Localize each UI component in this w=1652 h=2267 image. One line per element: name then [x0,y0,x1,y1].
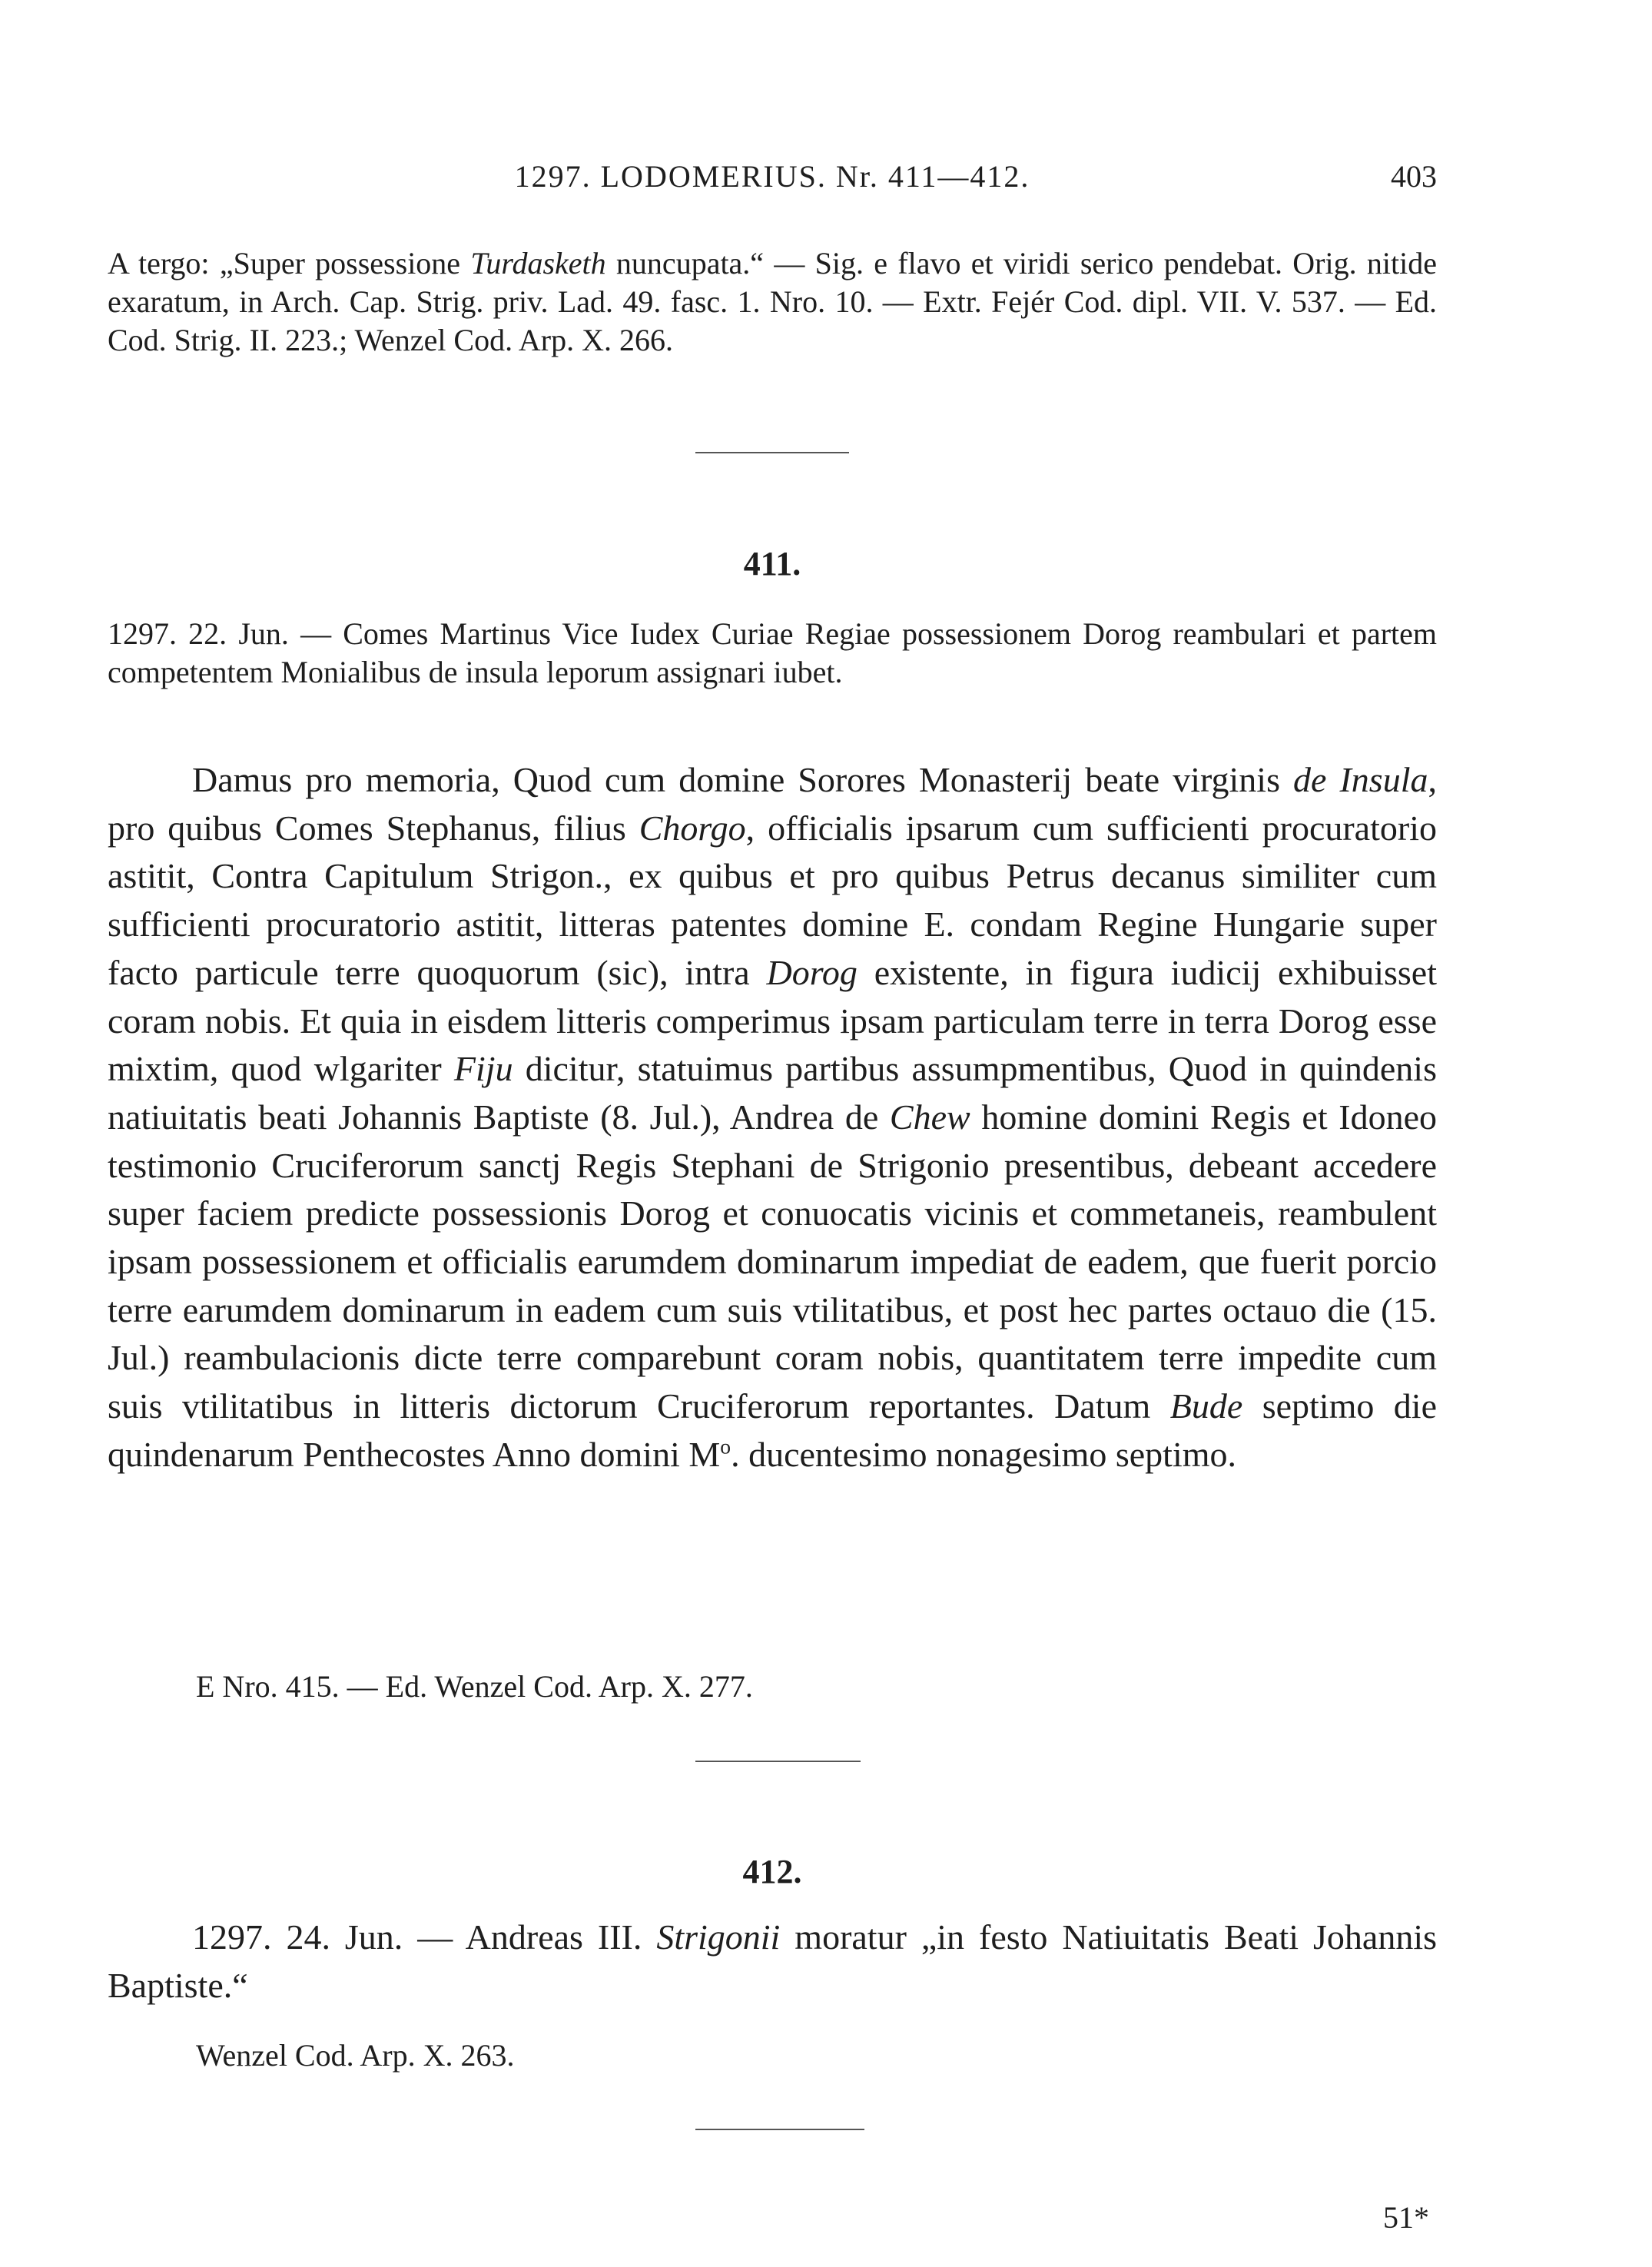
running-head: 1297. LODOMERIUS. Nr. 411—412. [514,159,1030,194]
section-divider [695,1761,861,1762]
doc411-edition-note: E Nro. 415. — Ed. Wenzel Cod. Arp. X. 277. [196,1669,753,1704]
section-divider [695,452,849,453]
doc411-summary: 1297. 22. Jun. — Comes Martinus Vice Iudex Curiae Regiae possessionem Dorog reambulari et partem competentem Monialibus de insula leporum assignari iubet. [108,616,1437,689]
doc412-edition-note: Wenzel Cod. Arp. X. 263. [196,2038,515,2073]
continuation-note: A tergo: „Super possessione Turdasketh nuncupata.“ — Sig. e flavo et viridi serico pendebat. Orig. nitide exaratum, in Arch. Cap. Strig. priv. Lad. 49. fasc. 1. Nro. 10. — Extr. Fejér Cod. dipl. VII. V. 537. — Ed. Cod. Strig. II. 223.; Wenzel Cod. Arp. X. 266. [108,246,1437,357]
page-number: 403 [1391,159,1437,194]
doc411-charter-text: Damus pro memoria, Quod cum domine Sorores Monasterij beate virginis de Insula, pro quibus Comes Stephanus, filius Chorgo, officialis ipsarum cum sufficienti procuratorio astitit, Contra Capitulum Strigon., ex quibus et pro quibus Petrus decanus similiter cum sufficienti procuratorio astitit, litteras patentes domine E. condam Regine Hungarie super facto particule terre quoquorum (sic), intra Dorog existente, in figura iudicij exhibuisset coram nobis. Et quia in eisdem litteris comperimus ipsam particulam terre in terra Dorog esse mixtim, quod wlgariter Fiju dicitur, statuimus partibus assumpmentibus, Quod in quindenis natiuitatis beati Johannis Baptiste (8. Jul.), Andrea de Chew homine domini Regis et Idoneo testimonio Cruciferorum sanctj Regis Stephani de Strigonio presentibus, debeant accedere super faciem predicte possessionis Dorog et conuocatis vicinis et commetaneis, reambulent ipsam possessionem et officialis earumdem dominarum impediat de eadem, que fuerit porcio terre earumdem dominarum in eadem cum suis vtilitatibus, et post hec partes octauo die (15. Jul.) reambulacionis dicte terre comparebunt coram nobis, quantitatem terre impedite cum suis vtilitatibus in litteris dictorum Cruciferorum reportantes. Datum Bude septimo die quindenarum Penthecostes Anno domini $M^o$. ducentesimo nonagesimo septimo. [108,760,1438,1474]
section-divider [695,2129,864,2130]
doc412-summary: 1297. 24. Jun. — Andreas III. Strigonii moratur „in festo Natiuitatis Beati Johannis Baptiste.“ [108,1917,1437,2005]
document-number-412: 412. [742,1853,802,1890]
page-header [108,158,1437,204]
document-number-411: 411. [743,545,801,583]
signature-mark: 51* [1383,2200,1429,2235]
